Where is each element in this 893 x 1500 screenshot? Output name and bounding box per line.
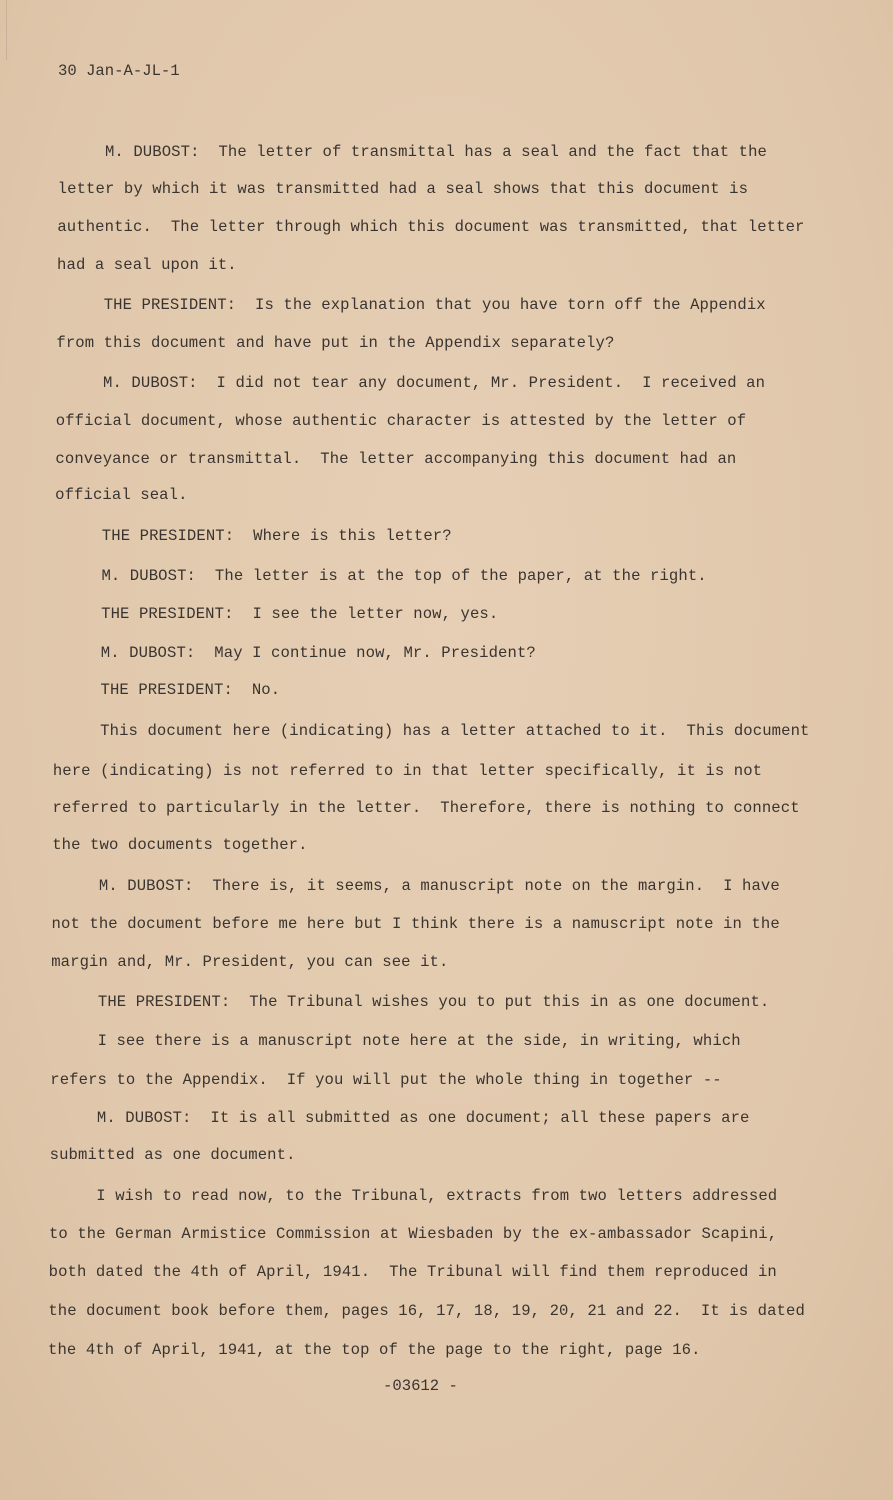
text-line: to the German Armistice Commission at Wiesbaden by the ex-ambassador Scapini, [48, 1225, 778, 1243]
text-line: M. DUBOST: May I continue now, Mr. President? [100, 644, 536, 662]
text-line: referred to particularly in the letter. Therefore, there is nothing to connect [52, 799, 800, 817]
text-line: I wish to read now, to the Tribunal, extracts from two letters addressed [96, 1187, 778, 1205]
text-line: I see there is a manuscript note here at the side, in writing, which [97, 1032, 741, 1050]
text-line: M. DUBOST: It is all submitted as one document; all these papers are [96, 1109, 750, 1127]
text-line: submitted as one document. [49, 1146, 296, 1164]
text-line: M. DUBOST: There is, it seems, a manuscript note on the margin. I have [98, 877, 780, 895]
text-line: the two documents together. [52, 836, 308, 854]
text-line: M. DUBOST: The letter of transmittal has a seal and the fact that the [104, 143, 768, 161]
text-line: refers to the Appendix. If you will put the whole thing in together -- [50, 1071, 722, 1089]
text-line: authentic. The letter through which this document was transmitted, that letter [57, 218, 805, 236]
page-edge [6, 0, 9, 60]
text-line: M. DUBOST: The letter is at the top of the paper, at the right. [101, 567, 707, 585]
text-line: THE PRESIDENT: No. [100, 681, 281, 699]
text-line: here (indicating) is not referred to in that letter specifically, it is not [52, 762, 763, 780]
text-line: official seal. [55, 486, 188, 504]
text-line: margin and, Mr. President, you can see it. [51, 953, 449, 971]
page-number: -03612 - [383, 1377, 458, 1395]
text-line: had a seal upon it. [57, 256, 237, 274]
text-line: THE PRESIDENT: The Tribunal wishes you to put this in as one document. [97, 993, 770, 1011]
text-line: official document, whose authentic character is attested by the letter of [55, 412, 747, 430]
text-line: not the document before me here but I think there is a namuscript note in the [51, 915, 780, 933]
text-line: THE PRESIDENT: Where is this letter? [101, 527, 452, 545]
text-line: M. DUBOST: I did not tear any document, Mr. President. I received an [103, 374, 766, 392]
text-line: letter by which it was transmitted had a seal shows that this document is [57, 180, 749, 198]
text-line: THE PRESIDENT: I see the letter now, yes. [101, 605, 499, 623]
text-line: both dated the 4th of April, 1941. The Tribunal will find them reproduced in [48, 1263, 777, 1281]
text-line: conveyance or transmittal. The letter accompanying this document had an [55, 450, 737, 468]
text-line: from this document and have put in the Appendix separately? [56, 334, 615, 352]
text-line: This document here (indicating) has a letter attached to it. This document [100, 722, 810, 740]
text-line: THE PRESIDENT: Is the explanation that you have torn off the Appendix [103, 296, 766, 314]
text-line: the 4th of April, 1941, at the top of the page to the right, page 16. [48, 1341, 701, 1359]
page-header-code: 30 Jan-A-JL-1 [58, 62, 180, 80]
text-line: the document book before them, pages 16, 17, 18, 19, 20, 21 and 22. It is dated [48, 1302, 805, 1320]
